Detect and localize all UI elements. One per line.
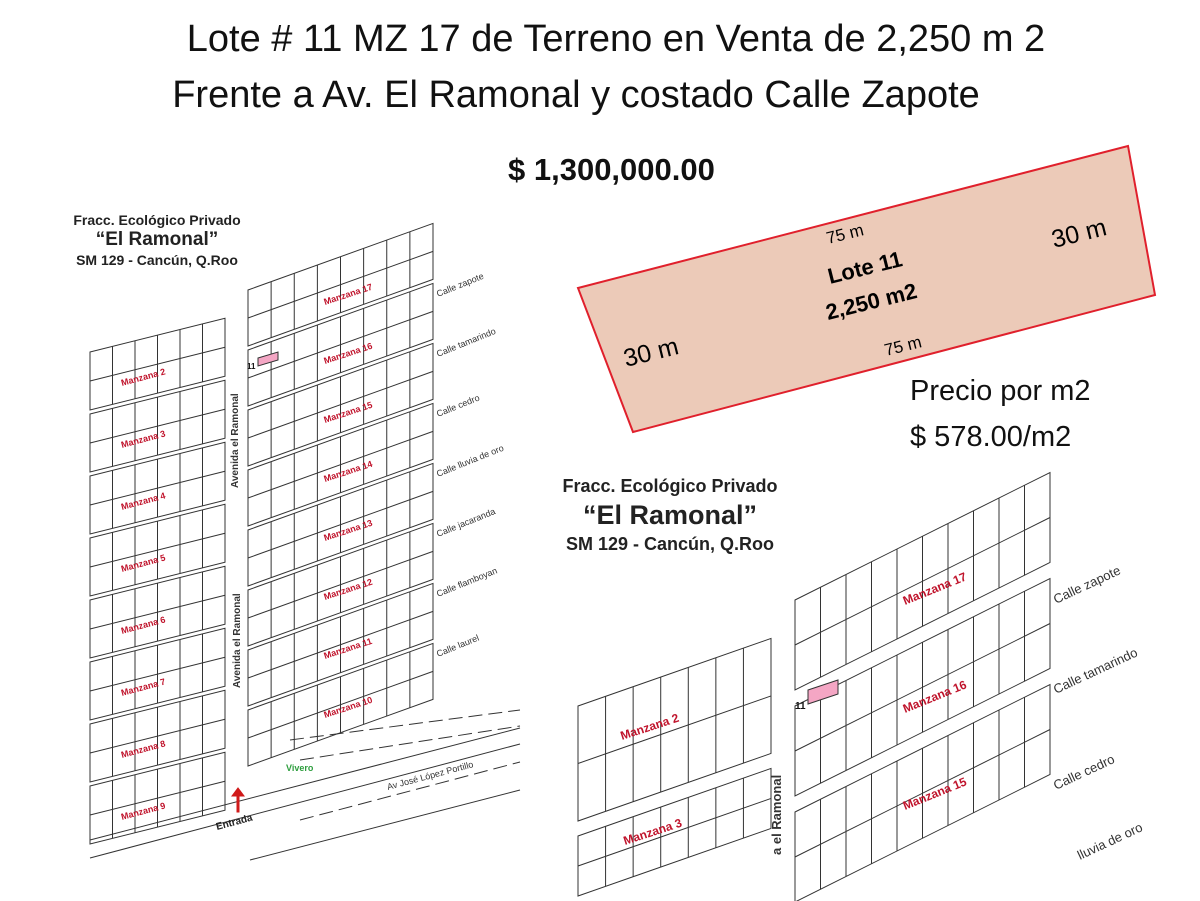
small-plan-heading xyxy=(52,212,262,268)
lot-top-side-label: 75 m xyxy=(824,220,866,248)
small-left-block xyxy=(90,628,225,720)
small-plan-avenue-upper: Avenida el Ramonal xyxy=(230,393,241,488)
small-right-block-label: Manzana 16 xyxy=(322,340,374,366)
lot-area-label: 2,250 m2 xyxy=(823,278,920,325)
small-plan-lot-11-highlight xyxy=(258,352,278,366)
large-street-label: Calle tamarindo xyxy=(1050,644,1140,697)
large-right-block-label: Manzana 15 xyxy=(900,774,969,813)
lot-left-side-label: 30 m xyxy=(620,332,682,373)
development-type: Fracc. Ecológico Privado xyxy=(562,476,778,496)
small-street-label: Calle cedro xyxy=(435,392,481,419)
small-right-block-label: Manzana 13 xyxy=(322,517,374,543)
large-plan-avenue-label: a el Ramonal xyxy=(769,774,784,855)
development-name: “El Ramonal” xyxy=(582,500,758,530)
price-per-m2-label: Precio por m2 xyxy=(910,375,1091,407)
small-plan-road-label: Av José López Portillo xyxy=(385,759,475,792)
large-plan-lot-marker: 11 xyxy=(795,701,806,712)
price-per-m2 xyxy=(910,368,1091,460)
price-per-m2-value: $ 578.00/m2 xyxy=(910,421,1072,453)
large-right-block-label: Manzana 17 xyxy=(900,569,969,608)
small-street-label: Calle jacaranda xyxy=(435,506,497,539)
large-left-block-label: Manzana 2 xyxy=(618,710,681,743)
listing-title-line2: Frente a Av. El Ramonal y costado Calle Zapote xyxy=(172,74,980,116)
small-plan-avenue-lower: Avenida el Ramonal xyxy=(232,593,243,688)
small-street-label: Calle tamarindo xyxy=(435,325,498,359)
small-left-block xyxy=(90,566,225,658)
small-plan-lot-marker: 11 xyxy=(247,362,256,371)
large-street-label: Calle zapote xyxy=(1050,562,1123,607)
small-right-block-label: Manzana 12 xyxy=(322,576,374,602)
lot-bottom-side-label: 75 m xyxy=(882,332,924,360)
small-left-block-label: Manzana 7 xyxy=(119,676,167,698)
small-plan-entrance-label: Entrada xyxy=(214,812,254,833)
small-right-block-label: Manzana 15 xyxy=(322,399,374,425)
listing-price: $ 1,300,000.00 xyxy=(508,152,715,187)
small-right-block-label: Manzana 10 xyxy=(322,694,374,720)
large-street-label: lluvia de oro xyxy=(1074,819,1145,863)
small-left-block-label: Manzana 4 xyxy=(119,490,167,512)
large-plan-lot-11-highlight xyxy=(808,680,838,704)
small-plan-nursery-label: Vivero xyxy=(286,763,314,773)
small-left-block-label: Manzana 2 xyxy=(119,366,167,388)
small-street-label: Calle lluvia de oro xyxy=(435,442,506,479)
lot-right-side-label: 30 m xyxy=(1048,213,1110,254)
small-left-block xyxy=(90,318,225,410)
listing-title-line1: Lote # 11 MZ 17 de Terreno en Venta de 2,250 m 2 xyxy=(186,18,1046,60)
small-right-block-label: Manzana 14 xyxy=(322,458,374,484)
large-street-label: Calle cedro xyxy=(1050,751,1117,793)
large-plan-heading xyxy=(540,474,800,556)
development-location: SM 129 - Cancún, Q.Roo xyxy=(565,534,775,554)
large-left-block xyxy=(578,638,771,821)
large-left-block-label: Manzana 3 xyxy=(621,815,684,848)
small-left-block-label: Manzana 9 xyxy=(119,800,167,822)
small-street-label: Calle laurel xyxy=(435,632,481,659)
development-type: Fracc. Ecológico Privado xyxy=(73,212,241,228)
small-left-block-label: Manzana 8 xyxy=(119,738,167,760)
small-right-block-label: Manzana 17 xyxy=(322,281,374,307)
small-right-block-label: Manzana 11 xyxy=(322,635,374,661)
small-left-block-label: Manzana 3 xyxy=(119,428,167,450)
small-left-block xyxy=(90,442,225,534)
small-left-block-label: Manzana 6 xyxy=(119,614,167,636)
development-location: SM 129 - Cancún, Q.Roo xyxy=(76,252,238,268)
development-name: “El Ramonal” xyxy=(95,229,219,250)
large-right-block-label: Manzana 16 xyxy=(900,677,969,716)
small-left-block xyxy=(90,504,225,596)
small-left-block xyxy=(90,380,225,472)
small-street-label: Calle flamboyan xyxy=(435,565,499,599)
lot-name-label: Lote 11 xyxy=(825,246,905,289)
small-left-block-label: Manzana 5 xyxy=(119,552,167,574)
small-street-label: Calle zapote xyxy=(435,270,486,299)
small-left-block xyxy=(90,752,225,844)
small-left-block xyxy=(90,690,225,782)
